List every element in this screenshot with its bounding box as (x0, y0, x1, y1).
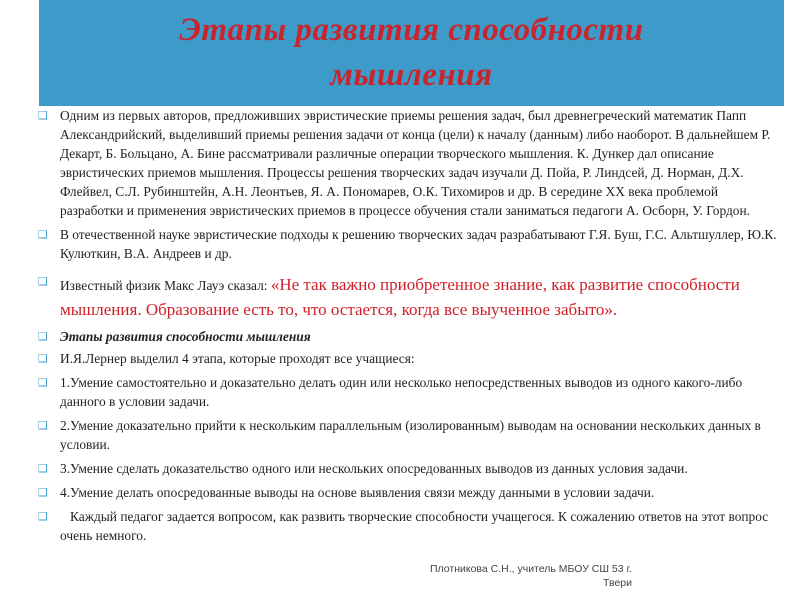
bullet-arrow-icon: ❑ (38, 330, 48, 343)
bullet-text: 2.Умение доказательно прийти к нескольким параллельным (изолированным) выводам на основании нескольких данных в условии. (60, 418, 761, 452)
bullet-item (36, 272, 784, 322)
title-line-1: Этапы развития способности (179, 12, 644, 48)
bullet-item (36, 106, 784, 220)
bullet-item (36, 483, 784, 502)
bullet-text: 1.Умение самостоятельно и доказательно делать один или несколько непосредственных выводов из одного какого-либо данного в условии задачи. (60, 375, 743, 409)
bullet-item (36, 416, 784, 454)
bullet-arrow-icon: ❑ (38, 419, 48, 432)
bullet-text: И.Я.Лернер выделил 4 этапа, которые проходят все учащиеся: (60, 351, 415, 366)
bullet-arrow-icon: ❑ (38, 486, 48, 499)
bullet-item (36, 327, 784, 346)
title-line-2: мышления (330, 57, 493, 93)
bullet-arrow-icon: ❑ (38, 109, 48, 122)
bullet-arrow-icon: ❑ (38, 462, 48, 475)
bullet-text: В отечественной науке эвристические подходы к решению творческих задач разрабатывают Г.Я. Буш, Г.С. Альтшуллер, Ю.К. Кулюткин, В.А. Андреев и др. (60, 227, 777, 261)
bullet-arrow-icon: ❑ (38, 376, 48, 389)
bullet-text: Известный физик Макс Лауэ сказал: (60, 278, 271, 293)
bullet-text: 4.Умение делать опосредованные выводы на основе выявления связи между данными в условии задачи. (60, 485, 655, 500)
slide-title (39, 8, 784, 98)
slide-content (36, 106, 784, 545)
bullet-item (36, 349, 784, 368)
bullet-item (36, 225, 784, 263)
bullet-text: Одним из первых авторов, предложивших эвристические приемы решения задач, был древнегреческий математик Папп Александрийский, выделивший приемы решения задачи от конца (цели) к началу (данным) либо наоборот. В дальнейшем Р. Декарт, Б. Больцано, А. Бине рассматривали различные операции творческого мышления. К. Дункер дал описание эвристических приемов мышления. Процессы решения творческих задач изучали Д. Пойа, Р. Линдсей, Д. Норман, Д.Х. Флейвел, С.Л. Рубинштейн, А.Н. Леонтьев, Я. А. Пономарев, О.К. Тихомиров и др. В середине XX века проблемой разработки и применения эвристических приемов в процессе обучения стали заниматься педагоги А. Осборн, У. Гордон. (60, 108, 771, 218)
bullet-text: 3.Умение сделать доказательство одного или нескольких опосредованных выводов из данных условия задачи. (60, 461, 688, 476)
bullet-arrow-icon: ❑ (38, 228, 48, 241)
bullet-item (36, 459, 784, 478)
bullet-text: Каждый педагог задается вопросом, как развить творческие способности учащегося. К сожалению ответов на этот вопрос очень немного. (60, 509, 772, 543)
laue-quote: «Не так важно приобретенное знание, как развитие способности мышления. Образование есть то, что остается, когда все выученное забыто». (60, 275, 740, 319)
bullet-arrow-icon: ❑ (38, 352, 48, 365)
bullet-item (36, 507, 784, 545)
slide-footer-author: Плотникова С.Н., учитель МБОУ СШ 53 г. Твери (430, 563, 632, 589)
bullet-arrow-icon: ❑ (38, 510, 48, 523)
bullet-item (36, 373, 784, 411)
section-heading: Этапы развития способности мышления (60, 329, 311, 344)
bullet-arrow-icon: ❑ (38, 275, 48, 288)
